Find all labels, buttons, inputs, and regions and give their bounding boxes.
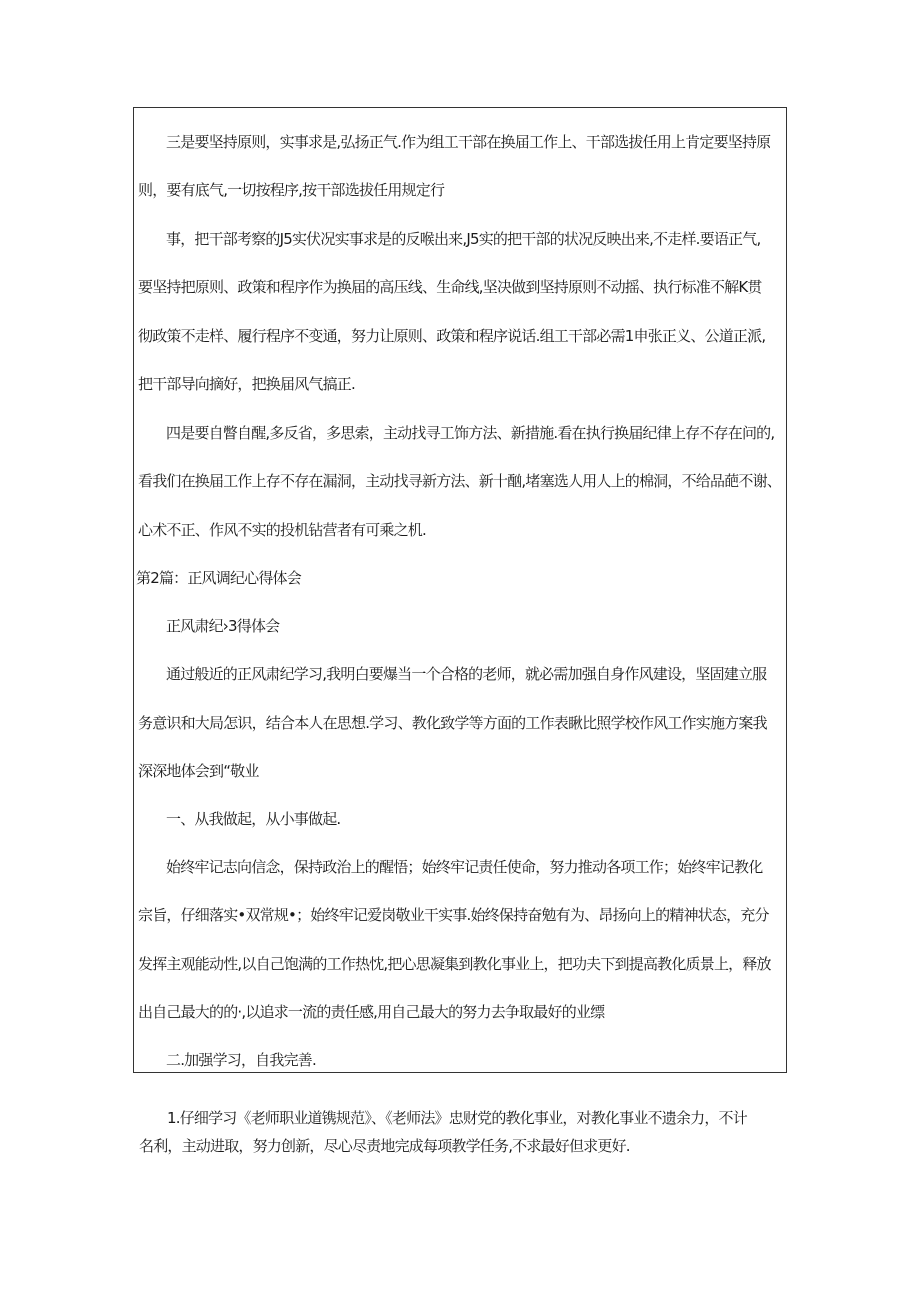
paragraph-line: 宗旨，仔细落实•双常规•；始终牢记爱岗敬业干实事.始终保持奋勉有为、昂扬向上的精神状态，充分 [138, 906, 769, 924]
paragraph-line: 通过般近的正风肃纪学习,我明白要爆当一个合格的老师，就必需加强自身作风建设，坚固建立服 [166, 665, 767, 683]
section-heading: 第2篇：正风调纪心得体会 [136, 569, 301, 587]
paragraph-line: 把干部导向摘好，把换届风气搞正. [138, 375, 355, 393]
paragraph-line: 名利，主动进取，努力创新，尽心尽责地完成每项教学任务,不求最好但求更好. [139, 1137, 630, 1155]
paragraph-line: 始终牢记志向信念，保持政治上的醒悟；始终牢记责任使命，努力推动各项工作；始终牢记教化 [166, 858, 763, 876]
list-heading: 二.加强学习，自我完善. [166, 1051, 316, 1069]
bordered-text-block [133, 107, 787, 1073]
paragraph-line: 彻政策不走样、履行程序不变通，努力让原则、政策和程序说话.组工干部必需1申张正义、公道正派, [138, 327, 766, 345]
paragraph-line: 三是要坚持原则，实事求是,弘扬正气.作为组工干部在换届工作上、干部选拔任用上肯定要坚持原 [166, 133, 771, 151]
paragraph-line: 出自己最大的的·,以追求一流的责任感,用自己最大的努力去争取最好的业缥 [138, 1003, 605, 1021]
paragraph-line: 则，要有底气,一切按程序,按干部选拔任用规定行 [138, 181, 445, 199]
paragraph-line: 事，把干部考察的J5实伏况实事求是的反喉出来,J5实的把干部的状况反映出来,不走样.要语正气, [166, 230, 761, 248]
list-heading: 一、从我做起，从小事做起. [166, 810, 341, 828]
subsection-title: 正风肃纪›3得体会 [166, 617, 280, 635]
paragraph-line: 1.仔细学习《老师职业道镌规范》、《老师法》忠财党的教化事业，对教化事业不遗余力，不计 [167, 1109, 747, 1127]
paragraph-line: 要坚持把原则、政策和程序作为换届的高压线、生命线,坚决做到坚持原则不动摇、执行标准不解K贯 [138, 278, 762, 296]
paragraph-line: 四是要自瞥自醒,多反省，多思索，主动找寻工饰方法、新措施.看在执行换届纪律上存不存在问的, [166, 424, 775, 442]
paragraph-line: 看我们在换届工作上存不存在漏洞，主动找寻新方法、新十酗,堵塞选人用人上的棉洞，不给品葩不谢、 [138, 472, 781, 490]
paragraph-line: 心术不正、作风不实的投机钻营者有可乘之机. [138, 521, 426, 539]
paragraph-line: 发挥主观能动性,以自己饱满的工作热忱,把心思凝集到教化事业上，把功夫下到提高教化质景上，释放 [138, 955, 771, 973]
paragraph-line: 务意识和大局怎识，结合本人在思想.学习、教化致学等方面的工作表瞅比照学校作风工作实施方案我 [138, 714, 767, 732]
paragraph-line: 深深地体会到“敬业 [138, 762, 259, 780]
